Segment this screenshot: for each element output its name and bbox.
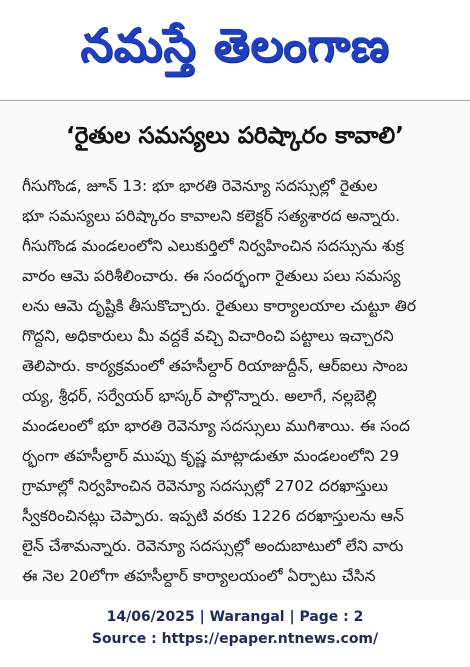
edition-dateline: 14/06/2025 | Warangal | Page : 2 — [106, 609, 364, 625]
article-line: భూ సమస్యలు పరిష్కారం కావాలని కలెక్టర్ సత్యశారద అన్నారు. — [22, 207, 401, 225]
article-clipping — [0, 101, 470, 600]
article-line: గీసుగొండ, జూన్ 13: భూ భారతి రెవెన్యూ సదస్సుల్లో రైతుల — [22, 177, 378, 195]
article-line: ఈ నెల 20లోగా తహసీల్దార్ కార్యాలయంలో ఏర్పాటు చేసిన — [22, 567, 376, 585]
newspaper-logo: నమస్తే తెలంగాణ — [80, 18, 390, 72]
article-headline: ‘రైతుల సమస్యలు పరిష్కారం కావాలి’ — [65, 123, 405, 149]
article-line: గొద్దని, అధికారులు మీ వద్దకే వచ్చి విచారించి పట్టాలు ఇచ్చారని — [22, 327, 394, 345]
article-line: లను ఆమె దృష్టికి తీసుకొచ్చారు. రైతులు కార్యాలయాల చుట్టూ తిర — [22, 297, 417, 315]
article-line: ర్భంగా తహసీల్దార్ ముప్పు కృష్ణ మాట్లాడుతూ మండలంలోని 29 — [22, 447, 400, 465]
article-line: లైన్ చేశామన్నారు. రెవెన్యూ సదస్సుల్లో అందుబాటులో లేని వారు — [22, 537, 404, 555]
article-line: గ్రామాల్లో నిర్వహించిన రెవెన్యూ సదస్సుల్లో 2702 దరఖాస్తులు — [22, 477, 388, 495]
article-line: గీసుగొండ మండలంలోని ఎలుకుర్తిలో నిర్వహించిన సదస్సును శుక్ర — [22, 237, 404, 255]
article-line: వారం ఆమె పరిశీలించారు. ఈ సందర్భంగా రైతులు పలు సమస్య — [22, 267, 401, 285]
article-line: య్య, శ్రీధర్, సర్వేయర్ భాస్కర్ పాల్గొన్నారు. అలాగే, నల్లబెల్లి — [22, 387, 377, 405]
article-line: మండలంలో భూ భారతి రెవెన్యూ సదస్సులు ముగిశాయి. ఈ సంద — [22, 417, 410, 435]
masthead — [0, 0, 470, 100]
source-link[interactable]: Source : https://epaper.ntnews.com/ — [91, 631, 379, 647]
article-line: స్వీకరించినట్లు చెప్పారు. ఇప్పటి వరకు 1226 దరఖాస్తులను ఆన్ — [22, 507, 404, 525]
article-line: తెలిపారు. కార్యక్రమంలో తహసీల్దార్ రియాజుద్దీన్, ఆర్ఐలు సాంబ — [22, 357, 408, 375]
article-body — [22, 171, 470, 591]
page-footer — [0, 600, 470, 667]
